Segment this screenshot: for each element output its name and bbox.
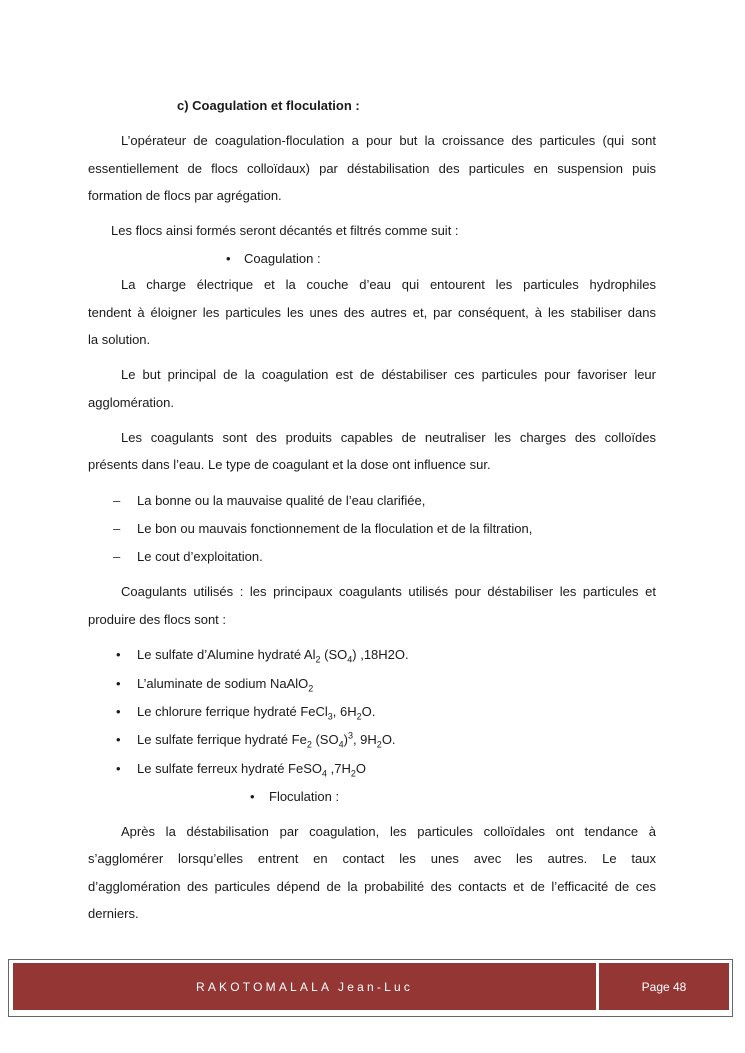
paragraph-line: la solution. <box>88 332 151 347</box>
paragraph-line: Après la déstabilisation par coagulation, les particules colloïdales ont tendance à <box>121 824 656 839</box>
paragraph-line: agglomération. <box>88 395 174 410</box>
bullet-icon: • <box>116 704 121 719</box>
list-item: La bonne ou la mauvaise qualité de l’eau clarifiée, <box>137 493 426 508</box>
list-item: Le chlorure ferrique hydraté FeCl$_3$, $6H_2O$. <box>137 704 376 722</box>
subheading-label: Floculation : <box>269 789 340 804</box>
paragraph-line: L’opérateur de coagulation-floculation a pour but la croissance des particules (qui sont <box>121 133 656 148</box>
list-item: Le sulfate d’Alumine hydraté $Al_2$ $(SO_4)$ ,18H2O. <box>137 647 409 665</box>
list-item: Le sulfate ferrique hydraté $Fe_2$ $(SO_4)^3$, $9H_2O$. <box>137 730 396 750</box>
paragraph-line: tendent à éloigner les particules les unes des autres et, par conséquent, à les stabiliser dans <box>88 305 656 320</box>
dash-icon: – <box>113 493 121 508</box>
paragraph-line: s’agglomérer lorsqu’elles entrent en contact les unes avec les autres. Le taux <box>88 851 656 866</box>
bullet-icon: • <box>116 761 121 776</box>
bullet-icon: • <box>250 789 255 804</box>
paragraph-line: formation de flocs par agrégation. <box>88 188 282 203</box>
bullet-icon: • <box>116 647 121 662</box>
footer-page-number: Page 48 <box>599 963 729 1010</box>
dash-icon: – <box>113 549 121 564</box>
footer-author: RAKOTOMALALA Jean-Luc <box>13 963 596 1010</box>
paragraph-line: d’agglomération des particules dépend de la probabilité des contacts et de l’efficacité de ces <box>88 879 656 894</box>
list-item: Le cout d’exploitation. <box>137 549 263 564</box>
bullet-icon: • <box>226 251 231 266</box>
paragraph-line: La charge électrique et la couche d’eau qui entourent les particules hydrophiles <box>121 277 656 292</box>
dash-icon: – <box>113 521 121 536</box>
paragraph-line: essentiellement de flocs colloïdaux) par déstabilisation des particules en suspension puis <box>88 161 656 176</box>
subheading-label: Coagulation : <box>244 251 321 266</box>
list-item: Le bon ou mauvais fonctionnement de la floculation et de la filtration, <box>137 521 533 536</box>
bullet-icon: • <box>116 676 121 691</box>
bullet-icon: • <box>116 732 121 747</box>
paragraph-line: derniers. <box>88 906 139 921</box>
list-item: L’aluminate de sodium NaAlO$_2$ <box>137 676 314 694</box>
paragraph-line: Coagulants utilisés : les principaux coagulants utilisés pour déstabiliser les particules et <box>121 584 656 599</box>
paragraph-line: présents dans l’eau. Le type de coagulant et la dose ont influence sur. <box>88 457 491 472</box>
paragraph-line: Le but principal de la coagulation est de déstabiliser ces particules pour favoriser leur <box>121 367 656 382</box>
paragraph-line: Les coagulants sont des produits capables de neutraliser les charges des colloïdes <box>121 430 656 445</box>
list-item: Le sulfate ferreux hydraté FeSO$_4$ $,7H_2O$ <box>137 761 366 779</box>
paragraph-line: produire des flocs sont : <box>88 612 227 627</box>
section-heading: c) Coagulation et floculation : <box>177 98 360 113</box>
paragraph-flocs: Les flocs ainsi formés seront décantés et filtrés comme suit : <box>111 223 459 238</box>
